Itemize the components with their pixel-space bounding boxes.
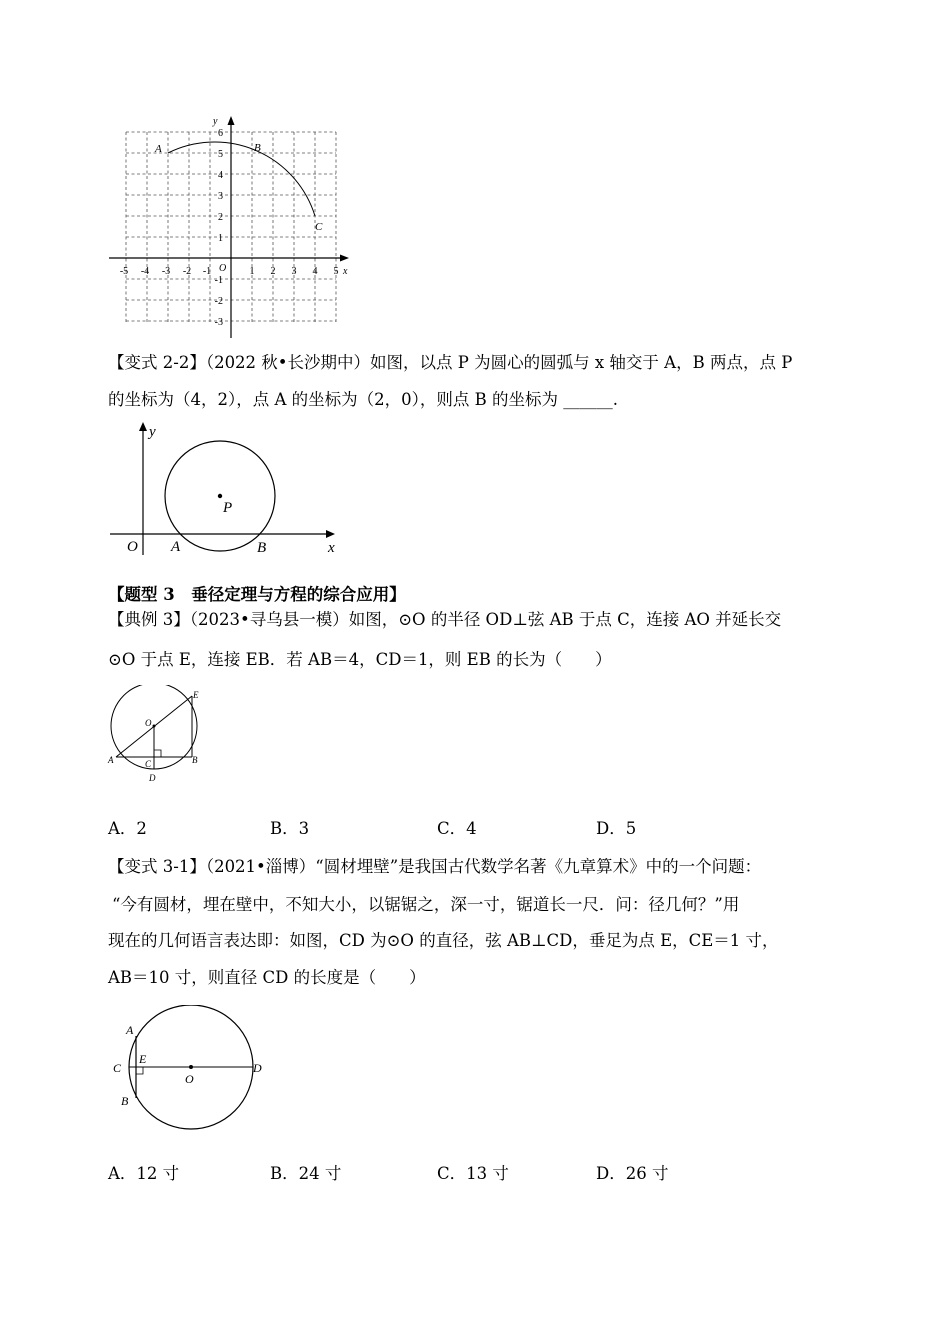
option-d[interactable]: D．5 — [596, 819, 637, 838]
option-a[interactable]: A．2 — [108, 819, 147, 838]
point-a-label: A — [155, 143, 162, 155]
y-tick: -1 — [214, 275, 223, 286]
label-b: B — [121, 1094, 129, 1108]
x-axis-label: x — [343, 266, 348, 277]
x-tick: -3 — [161, 266, 171, 277]
right-angle-mark — [136, 1067, 143, 1074]
x-axis-label: x — [328, 540, 335, 556]
option-a[interactable]: A．12 寸 — [108, 1164, 180, 1183]
label-o: O — [145, 718, 152, 728]
example-3-line-2: ⊙O 于点 E，连接 EB．若 AB＝4，CD＝1，则 EB 的长为（ ） — [108, 650, 612, 669]
x-tick: 2 — [270, 266, 276, 277]
y-axis-label: y — [213, 116, 218, 127]
question-3-1-line-1: 【变式 3-1】（2021•淄博）“圆材埋壁”是我国古代数学名著《九章算术》中的一个问题： — [108, 857, 762, 876]
x-tick: 3 — [291, 266, 297, 277]
y-tick: 5 — [218, 149, 223, 160]
y-tick: -2 — [214, 296, 223, 307]
label-c: C — [113, 1061, 122, 1075]
label-d: D — [253, 1061, 262, 1075]
center-point-o — [189, 1065, 193, 1069]
label-c: C — [145, 759, 152, 769]
x-tick-labels — [120, 266, 339, 277]
option-d[interactable]: D．26 寸 — [596, 1164, 669, 1183]
option-c[interactable]: C．13 寸 — [437, 1164, 509, 1183]
figure-circle-o-chord — [105, 685, 215, 785]
label-a: A — [126, 1023, 134, 1037]
point-p-label: P — [223, 500, 233, 516]
point-a-label: A — [171, 539, 181, 555]
origin-label: O — [127, 539, 138, 555]
y-axis-label: y — [149, 424, 156, 440]
figure-grid-arc — [105, 112, 355, 344]
y-tick: 6 — [218, 128, 223, 139]
label-a: A — [108, 755, 114, 765]
label-b: B — [192, 755, 198, 765]
right-angle-mark — [154, 750, 161, 757]
x-axis-arrow — [326, 530, 335, 538]
question-2-2-line-2: 的坐标为（4，2），点 A 的坐标为（2，0），则点 B 的坐标为 ______. — [108, 390, 619, 409]
y-tick: 2 — [218, 212, 223, 223]
label-e: E — [193, 690, 199, 700]
option-c[interactable]: C．4 — [437, 819, 477, 838]
figure-circle-diameter — [105, 1005, 270, 1130]
x-tick: 5 — [333, 266, 339, 277]
y-axis-arrow — [228, 116, 235, 125]
y-tick-labels — [215, 128, 223, 328]
question-3-1-line-3: 现在的几何语言表达即：如图，CD 为⊙O 的直径，弦 AB⊥CD，垂足为点 E，CE＝1 寸， — [108, 931, 779, 950]
point-b-label: B — [257, 540, 267, 556]
y-tick: 3 — [218, 191, 223, 202]
label-o: O — [185, 1072, 194, 1086]
point-b-label: B — [254, 142, 261, 154]
label-e: E — [139, 1052, 147, 1066]
center-point-p — [218, 494, 222, 498]
x-tick: -2 — [182, 266, 192, 277]
origin-label: O — [219, 263, 227, 274]
x-tick: -1 — [202, 266, 212, 277]
question-2-2-line-1: 【变式 2-2】（2022 秋•长沙期中）如图，以点 P 为圆心的圆弧与 x 轴交于 A，B 两点，点 P — [108, 353, 793, 372]
x-tick: -5 — [119, 266, 129, 277]
x-tick: -4 — [140, 266, 150, 277]
label-d: D — [149, 773, 156, 783]
example-3-line-1: 【典例 3】（2023•寻乌县一模）如图，⊙O 的半径 OD⊥弦 AB 于点 C，连接 AO 并延长交 — [108, 610, 782, 629]
y-tick: 4 — [218, 170, 223, 181]
y-tick: 1 — [218, 233, 223, 244]
question-3-1-line-2: “今有圆材，埋在壁中，不知大小，以锯锯之，深一寸，锯道长一尺．问：径几何？”用 — [112, 895, 740, 914]
x-tick: 4 — [312, 266, 318, 277]
y-tick: -3 — [214, 317, 223, 328]
point-c-label: C — [315, 221, 323, 233]
question-3-1-line-4: AB＝10 寸，则直径 CD 的长度是（ ） — [108, 968, 426, 987]
center-dot — [153, 725, 156, 728]
figure-circle-p — [105, 420, 350, 560]
y-axis-arrow — [139, 422, 147, 431]
x-axis-arrow — [340, 255, 349, 262]
x-tick: 1 — [249, 266, 255, 277]
option-b[interactable]: B．3 — [270, 819, 310, 838]
option-b[interactable]: B．24 寸 — [270, 1164, 342, 1183]
section-3-title: 【题型 3 垂径定理与方程的综合应用】 — [108, 585, 406, 604]
